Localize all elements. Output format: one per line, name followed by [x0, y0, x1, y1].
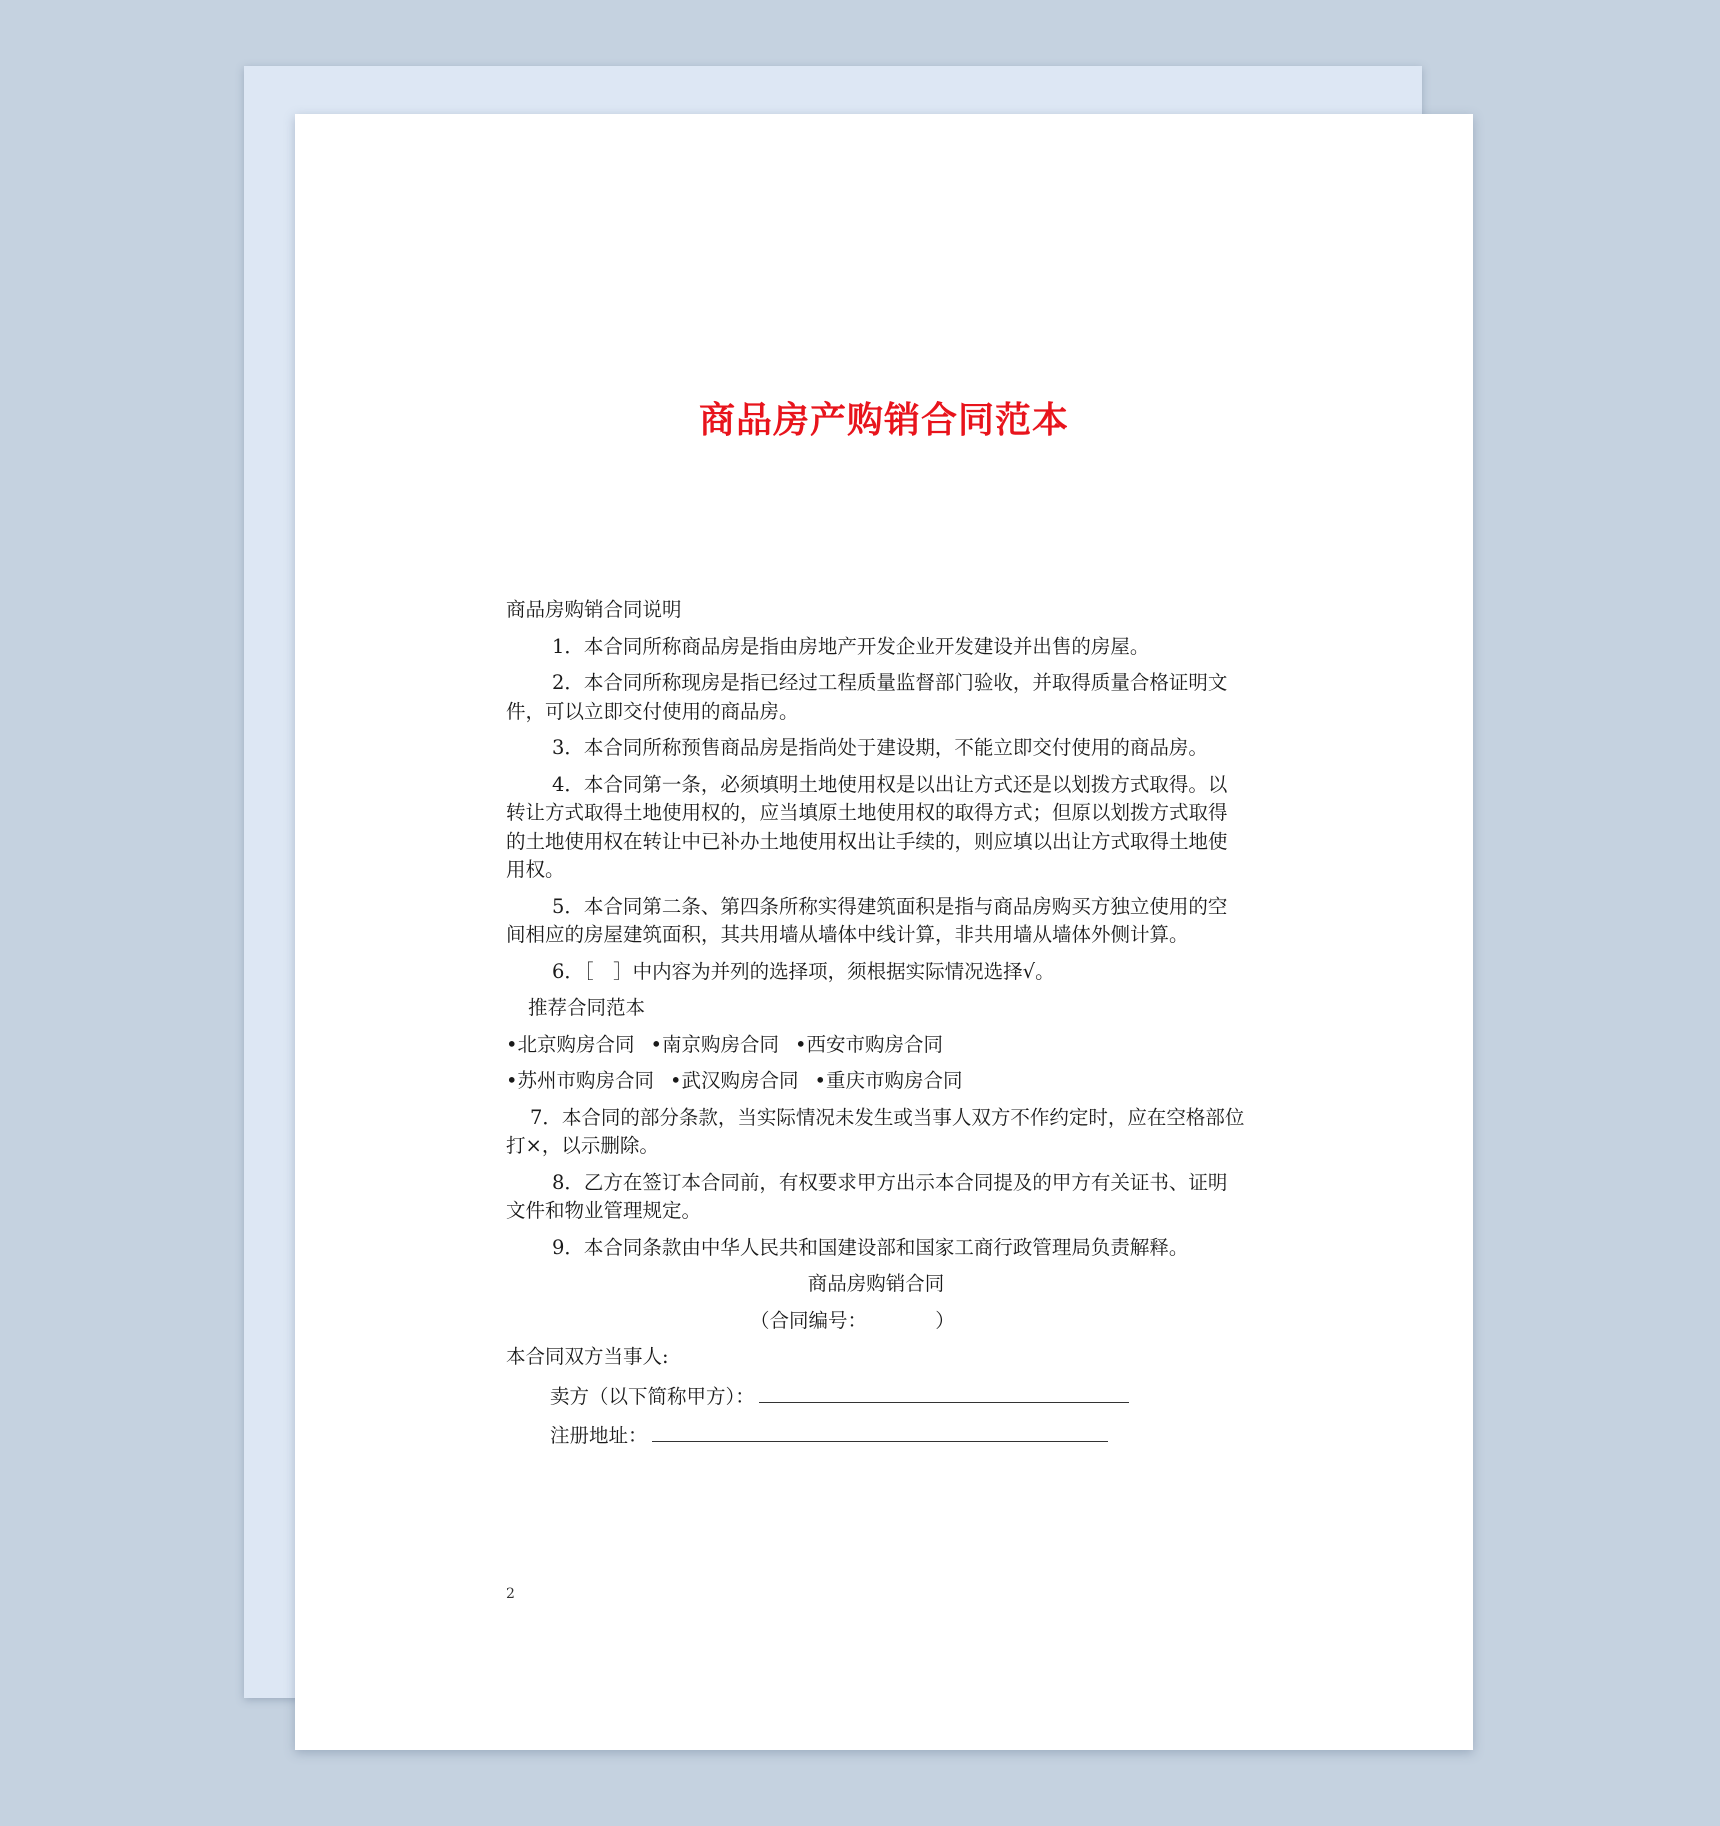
recommend-links-row-1: [506, 1031, 1246, 1060]
contract-heading: 商品房购销合同: [807, 1272, 945, 1295]
item-4: 4．本合同第一条，必须填明土地使用权是以出让方式还是以划拨方式取得。以转让方式取得土地使用权的，应当填原土地使用权的取得方式；但原以划拨方式取得的土地使用权在转让中已补办土地使用权出让手续的，则应填以出让方式取得土地使用权。: [506, 772, 1228, 881]
seller-field: [506, 1380, 1246, 1412]
address-blank[interactable]: [652, 1419, 1108, 1442]
document-page: [295, 114, 1473, 1750]
link-chongqing-contract[interactable]: •重庆市购房合同: [814, 1069, 963, 1092]
page-number: 2: [506, 1586, 515, 1602]
explanation-heading: 商品房购销合同说明: [506, 598, 682, 621]
seller-blank[interactable]: [759, 1380, 1129, 1403]
recommend-links-row-2: [506, 1067, 1246, 1096]
link-xian-contract[interactable]: •西安市购房合同: [795, 1032, 944, 1056]
item-8: 8．乙方在签订本合同前，有权要求甲方出示本合同提及的甲方有关证书、证明文件和物业管理规定。: [506, 1170, 1228, 1222]
contract-number: （合同编号： ）: [750, 1308, 955, 1332]
link-suzhou-contract[interactable]: •苏州市购房合同: [506, 1069, 655, 1092]
item-5: 5．本合同第二条、第四条所称实得建筑面积是指与商品房购买方独立使用的空间相应的房屋建筑面积，其共用墙从墙体中线计算，非共用墙从墙体外侧计算。: [506, 894, 1228, 946]
link-nanjing-contract[interactable]: •南京购房合同: [650, 1032, 780, 1056]
item-7: 7．本合同的部分条款，当实际情况未发生或当事人双方不作约定时，应在空格部位打×，以示删除。: [506, 1105, 1245, 1157]
document-title: 商品房产购销合同范本: [698, 400, 1069, 441]
link-wuhan-contract[interactable]: •武汉购房合同: [670, 1069, 799, 1092]
document-body: [506, 596, 1246, 1459]
item-1: 1．本合同所称商品房是指由房地产开发企业开发建设并出售的房屋。: [552, 634, 1150, 658]
item-9: 9．本合同条款由中华人民共和国建设部和国家工商行政管理局负责解释。: [552, 1235, 1189, 1259]
link-beijing-contract[interactable]: •北京购房合同: [506, 1032, 635, 1056]
item-2: 2．本合同所称现房是指已经过工程质量监督部门验收，并取得质量合格证明文件，可以立即交付使用的商品房。: [506, 671, 1228, 723]
item-3: 3．本合同所称预售商品房是指尚处于建设期，不能立即交付使用的商品房。: [552, 736, 1208, 759]
seller-label: 卖方（以下简称甲方）：: [550, 1384, 755, 1408]
item-6: 6．［ ］中内容为并列的选择项，须根据实际情况选择√。: [552, 959, 1055, 983]
recommend-heading: 推荐合同范本: [528, 996, 646, 1019]
address-label: 注册地址：: [550, 1424, 648, 1447]
parties-label: 本合同双方当事人:: [506, 1345, 669, 1368]
address-field: [506, 1419, 1246, 1451]
